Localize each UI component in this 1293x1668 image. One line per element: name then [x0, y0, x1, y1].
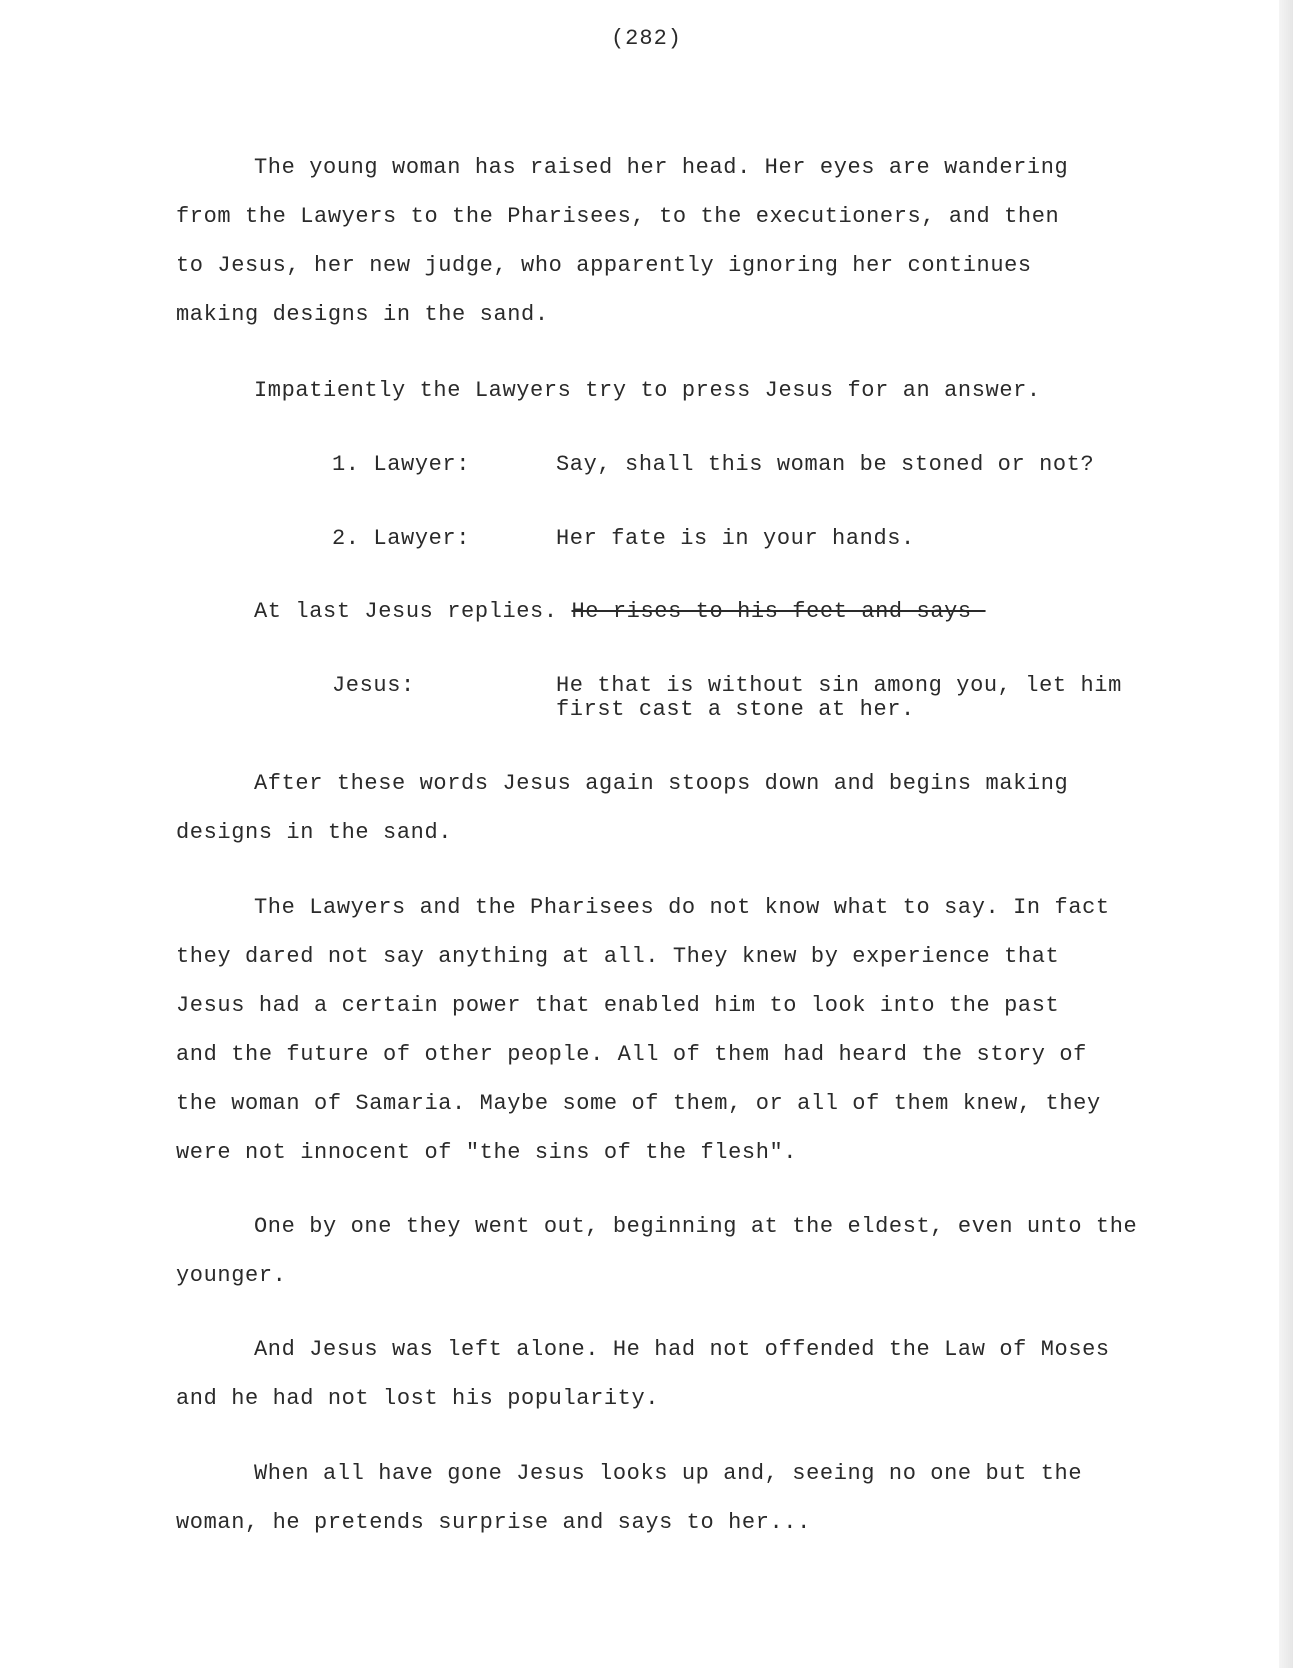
paragraph-2-line-1: Impatiently the Lawyers try to press Jesus for an answer.	[254, 378, 1041, 403]
paragraph-1-line-2: from the Lawyers to the Pharisees, to the executioners, and then	[176, 204, 1060, 229]
dialogue-lawyer-2: Her fate is in your hands.	[556, 526, 915, 551]
dialogue-lawyer-1: Say, shall this woman be stoned or not?	[556, 452, 1095, 477]
paragraph-5-line-5: the woman of Samaria. Maybe some of them, or all of them knew, they	[176, 1091, 1101, 1116]
paragraph-8-line-1: When all have gone Jesus looks up and, seeing no one but the	[254, 1461, 1083, 1486]
paragraph-5-line-3: Jesus had a certain power that enabled him to look into the past	[176, 993, 1060, 1018]
paragraph-1-line-3: to Jesus, her new judge, who apparently ignoring her continues	[176, 253, 1032, 278]
paragraph-5-line-6: were not innocent of "the sins of the flesh".	[176, 1140, 798, 1165]
paragraph-5-line-4: and the future of other people. All of them had heard the story of	[176, 1042, 1087, 1067]
speaker-label-lawyer-2: 2. Lawyer:	[332, 526, 471, 551]
paragraph-5-line-1: The Lawyers and the Pharisees do not know what to say. In fact	[254, 895, 1110, 920]
paragraph-3-line-1	[254, 599, 986, 625]
page-number: (282)	[610, 26, 682, 51]
paragraph-6-line-2: younger.	[176, 1263, 287, 1288]
paragraph-3-text: At last Jesus replies.	[254, 599, 558, 624]
paragraph-1-line-1: The young woman has raised her head. Her eyes are wandering	[254, 155, 1069, 180]
paragraph-7-line-2: and he had not lost his popularity.	[176, 1386, 660, 1411]
paragraph-6-line-1: One by one they went out, beginning at the eldest, even unto the	[254, 1214, 1138, 1239]
paragraph-1-line-4: making designs in the sand.	[176, 302, 549, 327]
paragraph-7-line-1: And Jesus was left alone. He had not offended the Law of Moses	[254, 1337, 1110, 1362]
speaker-label-lawyer-1: 1. Lawyer:	[332, 452, 471, 477]
page-edge-shadow	[1279, 0, 1293, 1668]
paragraph-4-line-2: designs in the sand.	[176, 820, 453, 845]
paragraph-5-line-2: they dared not say anything at all. They knew by experience that	[176, 944, 1060, 969]
dialogue-jesus-line-2: first cast a stone at her.	[556, 697, 915, 722]
paragraph-4-line-1: After these words Jesus again stoops down and begins making	[254, 771, 1069, 796]
speaker-label-jesus: Jesus:	[332, 673, 415, 698]
dialogue-jesus-line-1: He that is without sin among you, let him	[556, 673, 1122, 698]
struck-through-text: He rises to his feet and says-	[571, 599, 986, 624]
paragraph-8-line-2: woman, he pretends surprise and says to her...	[176, 1510, 811, 1535]
